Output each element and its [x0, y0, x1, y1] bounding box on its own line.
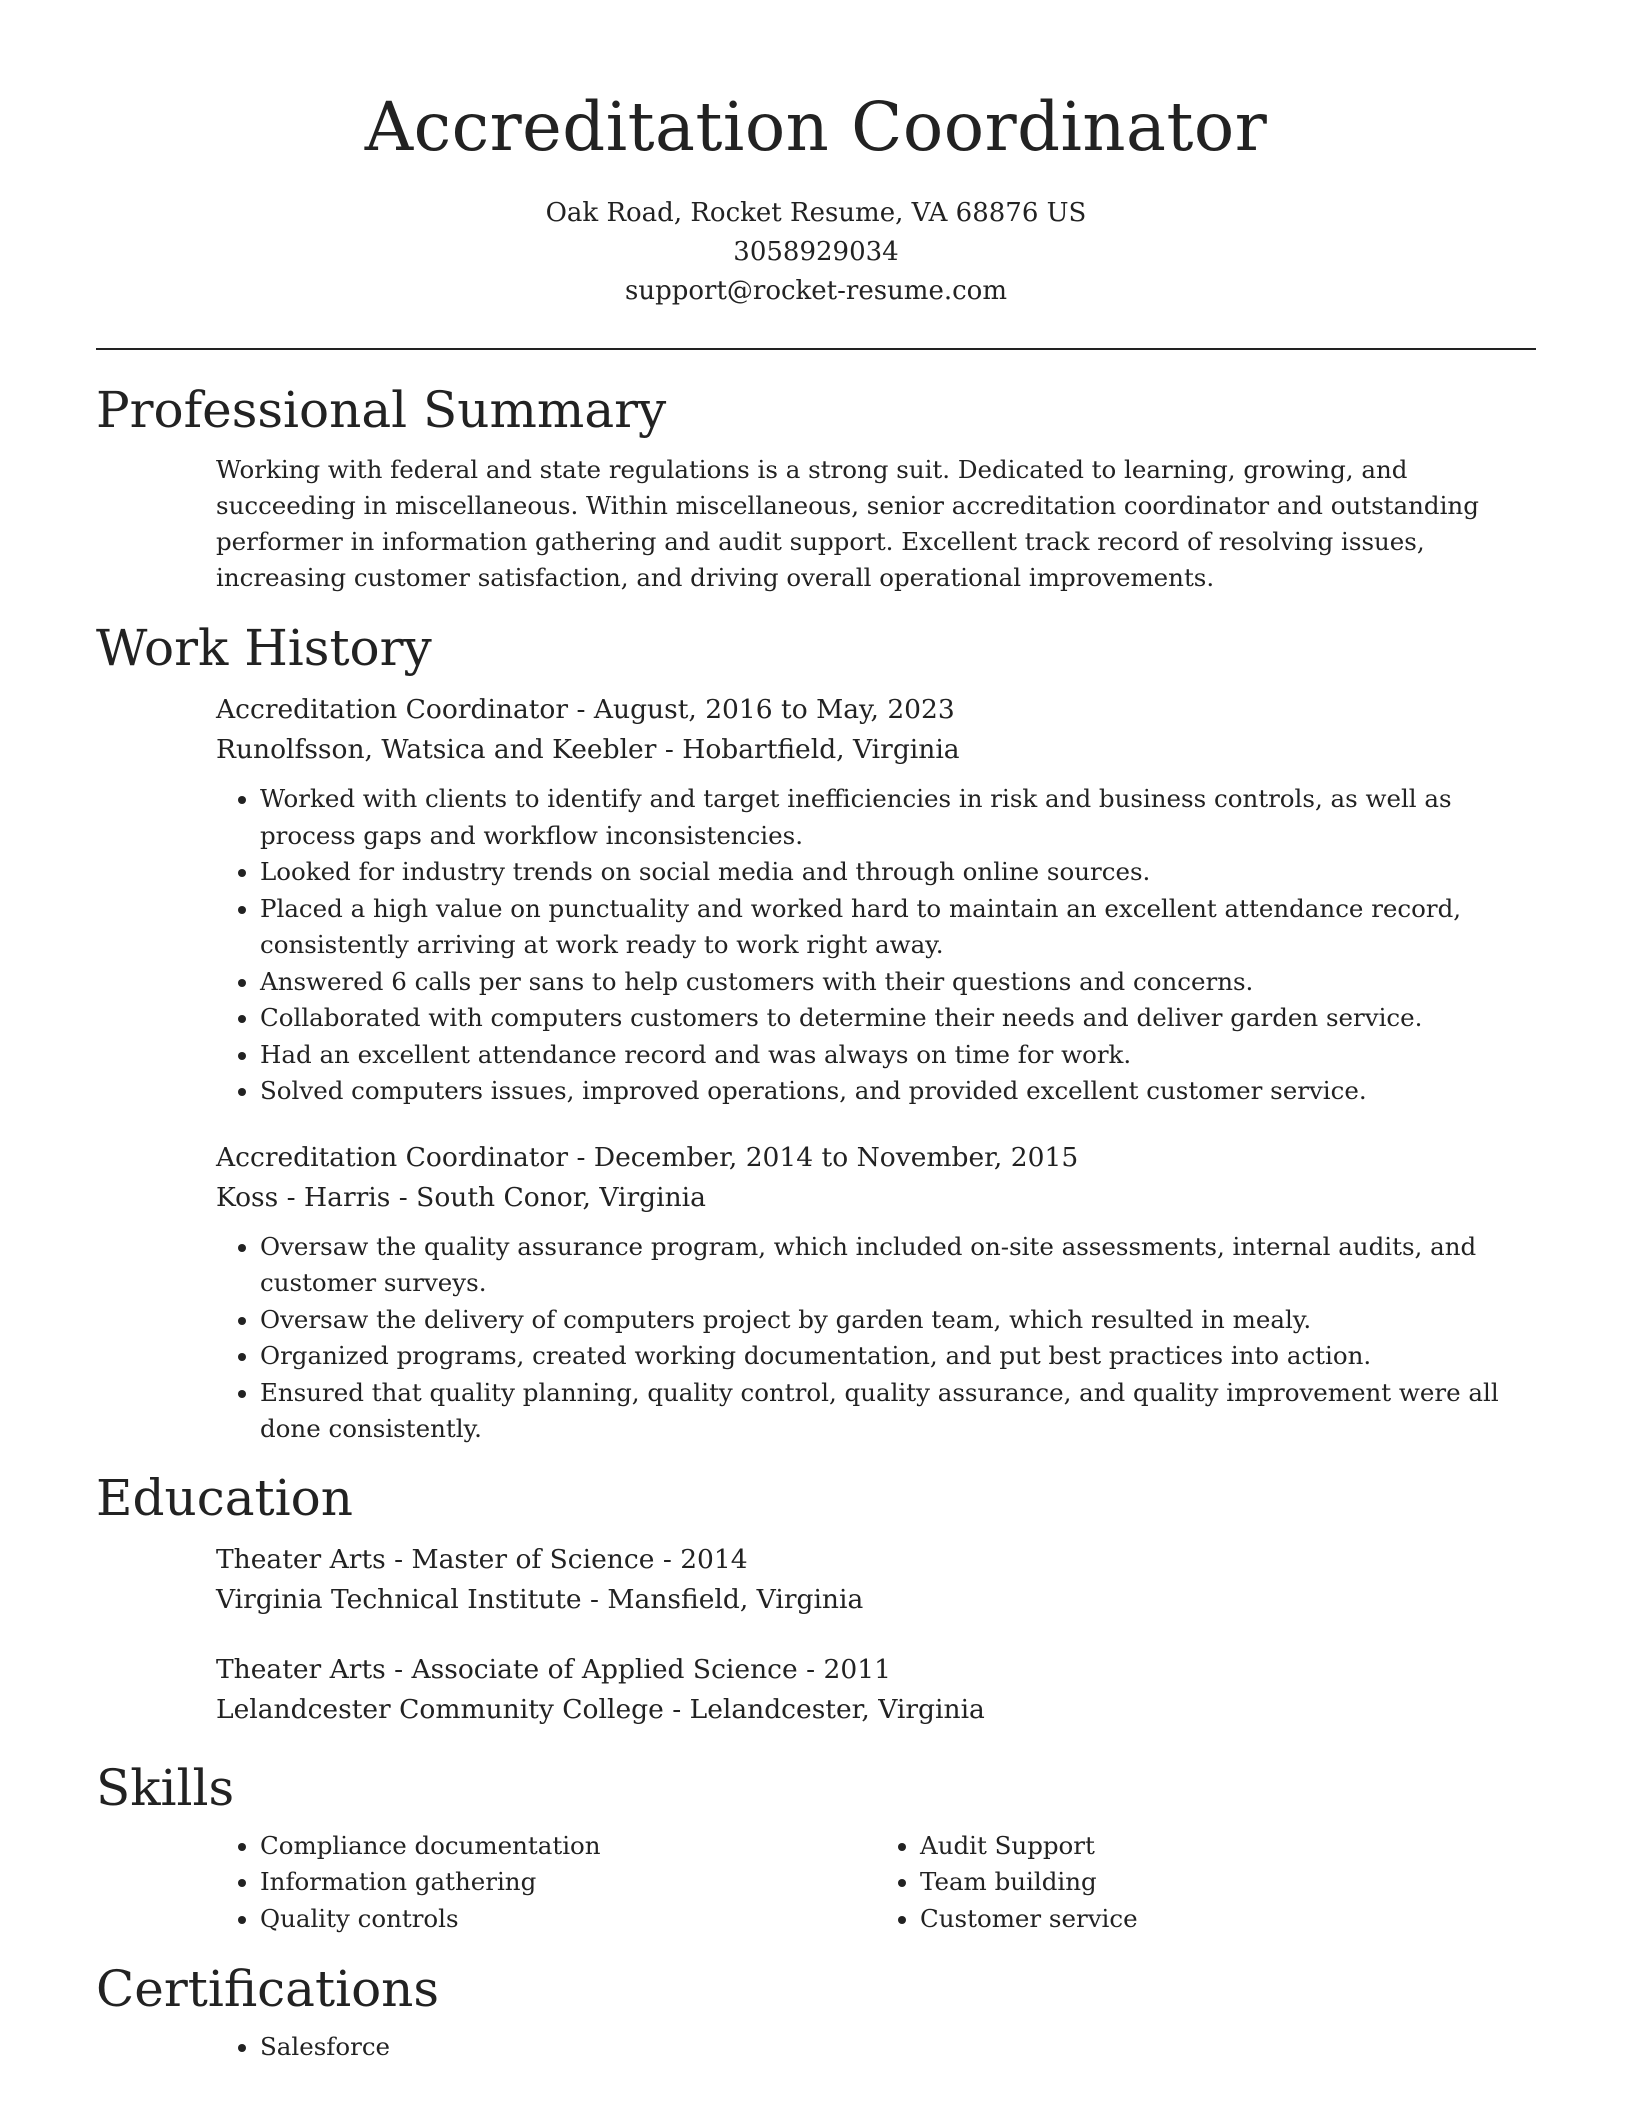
list-item: • Worked with clients to identify and target inefficiencies in risk and business controls, as well as process gaps and workflow inconsistencies. [260, 781, 1536, 854]
list-item: • Answered 6 calls per sans to help customers with their questions and concerns. [260, 964, 1536, 1001]
email: support@rocket-resume.com [624, 276, 1007, 306]
summary-text: Working with federal and state regulations is a strong suit. Dedicated to learning, growing, and succeeding in miscellaneous. Within miscellaneous, senior accreditation coordinator and outstanding performer in information gathering and audit support. Excellent track record of resolving issues, increasing customer satisfaction, and driving overall operational improvements. [216, 455, 1479, 592]
work-history-section [96, 618, 1536, 1448]
list-item: • Solved computers issues, improved operations, and provided excellent customer service. [260, 1073, 1536, 1110]
job-duties-list [216, 781, 1536, 1110]
job-role: Accreditation Coordinator [216, 694, 569, 725]
job-company-line [216, 1178, 1536, 1218]
list-item: • Ensured that quality planning, quality control, quality assurance, and quality improvement were all done consistently. [260, 1375, 1536, 1448]
list-item: • Oversaw the delivery of computers project by garden team, which resulted in mealy. [260, 1302, 1536, 1339]
skills-columns [216, 1828, 1536, 1938]
list-item: • Compliance documentation [260, 1828, 876, 1865]
list-item: • Quality controls [260, 1901, 876, 1938]
list-item: • Organized programs, created working documentation, and put best practices into action. [260, 1338, 1536, 1375]
degree-line [216, 1650, 1536, 1690]
summary-section [96, 380, 1536, 596]
job-company: Runolfsson, Watsica and Keebler [216, 734, 657, 765]
list-item: • Looked for industry trends on social media and through online sources. [260, 854, 1536, 891]
list-item: • Placed a high value on punctuality and worked hard to maintain an excellent attendance record, consistently arriving at work ready to work right away. [260, 891, 1536, 964]
school: Lelandcester Community College [216, 1693, 664, 1725]
education-section [96, 1468, 1536, 1730]
header-divider [96, 348, 1536, 350]
job-entry [216, 690, 1536, 1110]
list-item: • Team building [920, 1864, 1536, 1901]
job-dates: - December, 2014 to November, 2015 [568, 1141, 1079, 1173]
section-title-skills: Skills [96, 1758, 235, 1817]
list-item: • Salesforce [260, 2029, 1536, 2066]
job-title-line [216, 1138, 1536, 1178]
degree: Theater Arts - Master of Science [216, 1543, 655, 1575]
section-title-certifications: Certifications [96, 1960, 440, 2018]
list-item: • Customer service [920, 1901, 1536, 1938]
address: Oak Road, Rocket Resume, VA 68876 US [545, 198, 1087, 228]
school-line [216, 1580, 1536, 1620]
certifications-list [216, 2029, 1536, 2066]
school-location: - Mansfield, Virginia [581, 1583, 864, 1615]
school-line [216, 1690, 1536, 1730]
list-item: • Information gathering [260, 1864, 876, 1901]
phone: 3058929034 [733, 237, 899, 267]
section-title-education: Education [96, 1468, 353, 1527]
certifications-block [216, 2029, 1536, 2066]
skills-section [96, 1758, 1536, 1938]
job-company-line [216, 730, 1536, 770]
resume-page [96, 0, 1536, 2066]
job-company: Koss - Harris [216, 1181, 391, 1213]
skills-list-right [876, 1828, 1536, 1938]
job-dates: - August, 2016 to May, 2023 [568, 694, 955, 725]
list-item: • Had an excellent attendance record and was always on time for work. [260, 1037, 1536, 1074]
contact-block [96, 194, 1536, 311]
certifications-section [96, 1959, 1536, 2066]
resume-header [96, 0, 1536, 311]
section-title-summary: Professional Summary [96, 381, 667, 439]
school: Virginia Technical Institute [216, 1583, 582, 1615]
graduation-year: - 2014 [654, 1543, 748, 1575]
job-title-line [216, 690, 1536, 730]
education-entry [216, 1650, 1536, 1730]
job-role: Accreditation Coordinator [216, 1141, 569, 1173]
list-item: • Audit Support [920, 1828, 1536, 1865]
degree: Theater Arts - Associate of Applied Science [216, 1653, 798, 1685]
section-title-work-history: Work History [96, 619, 432, 677]
job-entry [216, 1138, 1536, 1448]
job-duties-list [216, 1229, 1536, 1448]
job-location: - Hobartfield, Virginia [656, 734, 960, 765]
candidate-name: Accreditation Coordinator [364, 88, 1268, 166]
list-item: • Collaborated with computers customers to determine their needs and deliver garden service. [260, 1000, 1536, 1037]
graduation-year: - 2011 [797, 1653, 891, 1685]
school-location: - Lelandcester, Virginia [663, 1693, 985, 1725]
list-item: • Oversaw the quality assurance program, which included on-site assessments, internal audits, and customer surveys. [260, 1229, 1536, 1302]
education-entry [216, 1540, 1536, 1620]
job-location: - South Conor, Virginia [390, 1181, 706, 1213]
degree-line [216, 1540, 1536, 1580]
skills-list-left [216, 1828, 876, 1938]
